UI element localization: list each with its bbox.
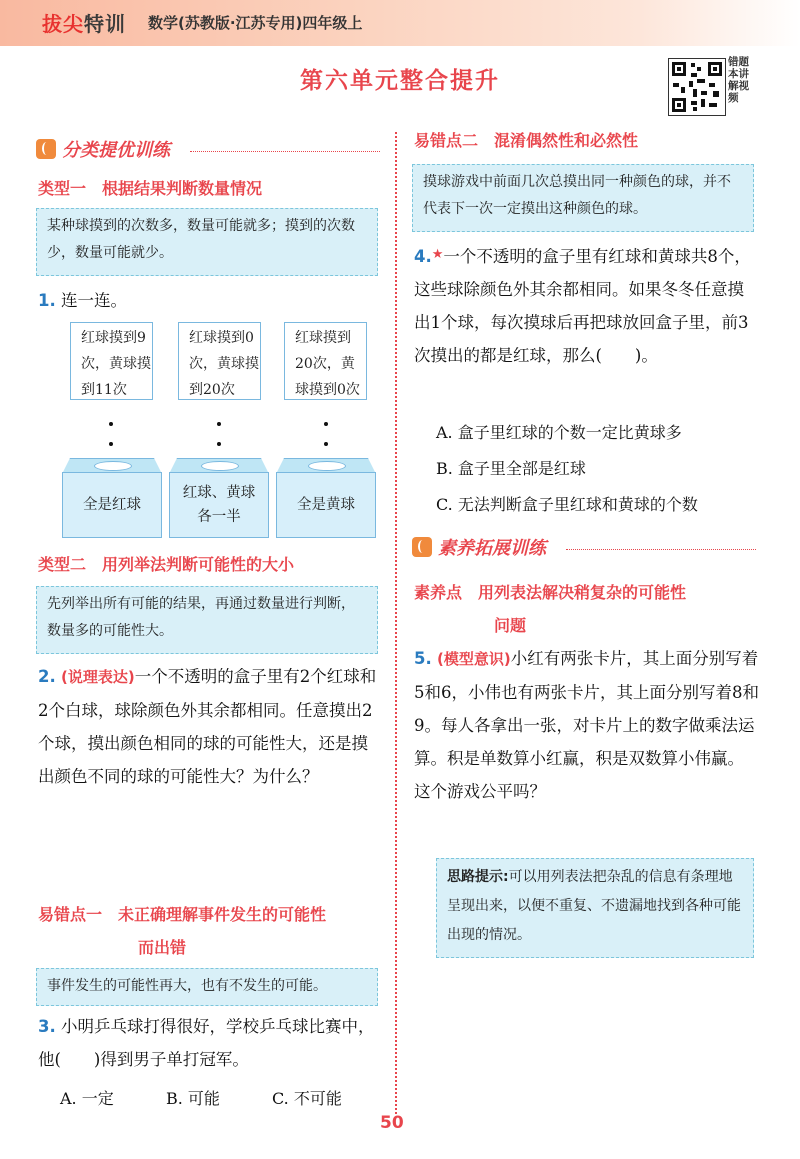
tip-box-3: 事件发生的可能性再大，也有不发生的可能。 <box>36 968 378 1006</box>
leaf-icon <box>412 537 432 557</box>
section-underline <box>566 549 756 550</box>
q4-option-c[interactable]: C. 无法判断盒子里红球和黄球的个数 <box>436 495 698 514</box>
brand-logo: 拔尖特训 <box>42 12 126 36</box>
column-divider <box>395 132 397 1114</box>
match-dot[interactable] <box>324 442 328 446</box>
card-1: 红球摸到9次，黄球摸到11次 <box>70 322 153 400</box>
match-dot[interactable] <box>109 442 113 446</box>
tip-box-4: 摸球游戏中前面几次总摸出同一种颜色的球，并不代表下一次一定摸出这种颜色的球。 <box>412 164 754 232</box>
question-1: 1. 连一连。 <box>38 291 127 310</box>
q4-option-a[interactable]: A. 盒子里红球的个数一定比黄球多 <box>436 423 682 442</box>
q3-option-a[interactable]: A. 一定 <box>60 1089 114 1108</box>
question-5: 5. (模型意识)小红有两张卡片，其上面分别写着5和6，小伟也有两张卡片，其上面分别写着8和9。每人各拿出一张，对卡片上的数字做乘法运算。积是单数算小红赢，积是双数算小伟赢。这个游戏公平吗？ <box>414 649 759 801</box>
hint-box: 思路提示:可以用列表法把杂乱的信息有条理地呈现出来，以便不重复、不遗漏地找到各种可能出现的情况。 <box>436 858 754 958</box>
type-two-heading: 类型二 用列举法判断可能性的大小 <box>38 555 295 574</box>
match-dot[interactable] <box>217 442 221 446</box>
page-number: 50 <box>380 1113 404 1133</box>
section-heading-extension: 素养拓展训练 <box>412 534 546 560</box>
match-dot[interactable] <box>324 422 328 426</box>
error-point-2-heading: 易错点二 混淆偶然性和必然性 <box>414 131 639 150</box>
box-all-red: 全是红球 <box>62 458 162 538</box>
literacy-point-heading: 素养点 用列表法解决稍复杂的可能性 问题 <box>414 583 687 635</box>
qr-label: 错题本讲解视频 <box>728 56 749 104</box>
match-dot[interactable] <box>217 422 221 426</box>
q3-option-b[interactable]: B. 可能 <box>166 1089 220 1108</box>
box-half-half: 红球、黄球各一半 <box>169 458 269 538</box>
section-heading-practice: 分类提优训练 <box>36 136 170 162</box>
section-underline <box>190 151 380 152</box>
q3-option-c[interactable]: C. 不可能 <box>272 1089 342 1108</box>
page-title: 第六单元整合提升 <box>300 68 500 94</box>
match-dot[interactable] <box>109 422 113 426</box>
question-3: 3. 小明乒乓球打得很好，学校乒乓球比赛中，他( )得到男子单打冠军。 <box>38 1017 375 1069</box>
leaf-icon <box>36 139 56 159</box>
card-2: 红球摸到0次，黄球摸到20次 <box>178 322 261 400</box>
star-icon: ★ <box>431 247 444 262</box>
question-2: 2. (说理表达)一个不透明的盒子里有2个红球和2个白球，球除颜色外其余都相同。任意摸出2个球，摸出颜色相同的球的可能性大，还是摸出颜色不同的球的可能性大？为什么？ <box>38 667 377 786</box>
tip-box-1: 某种球摸到的次数多，数量可能就多；摸到的次数少，数量可能就少。 <box>36 208 378 276</box>
type-one-heading: 类型一 根据结果判断数量情况 <box>38 179 263 198</box>
question-4: 4.★一个不透明的盒子里有红球和黄球共8个，这些球除颜色外其余都相同。如果冬冬任意摸出1个球，每次摸球后再把球放回盒子里，前3次摸出的都是红球，那么( )。 <box>414 247 751 365</box>
book-title: 数学(苏教版·江苏专用)四年级上 <box>148 14 363 32</box>
q4-option-b[interactable]: B. 盒子里全部是红球 <box>436 459 586 478</box>
tip-box-2: 先列举出所有可能的结果，再通过数量进行判断，数量多的可能性大。 <box>36 586 378 654</box>
qr-code-icon[interactable] <box>668 58 726 116</box>
page-header <box>0 0 800 46</box>
error-point-1-heading: 易错点一 未正确理解事件发生的可能性 而出错 <box>38 905 327 957</box>
card-3: 红球摸到20次，黄球摸到0次 <box>284 322 367 400</box>
box-all-yellow: 全是黄球 <box>276 458 376 538</box>
